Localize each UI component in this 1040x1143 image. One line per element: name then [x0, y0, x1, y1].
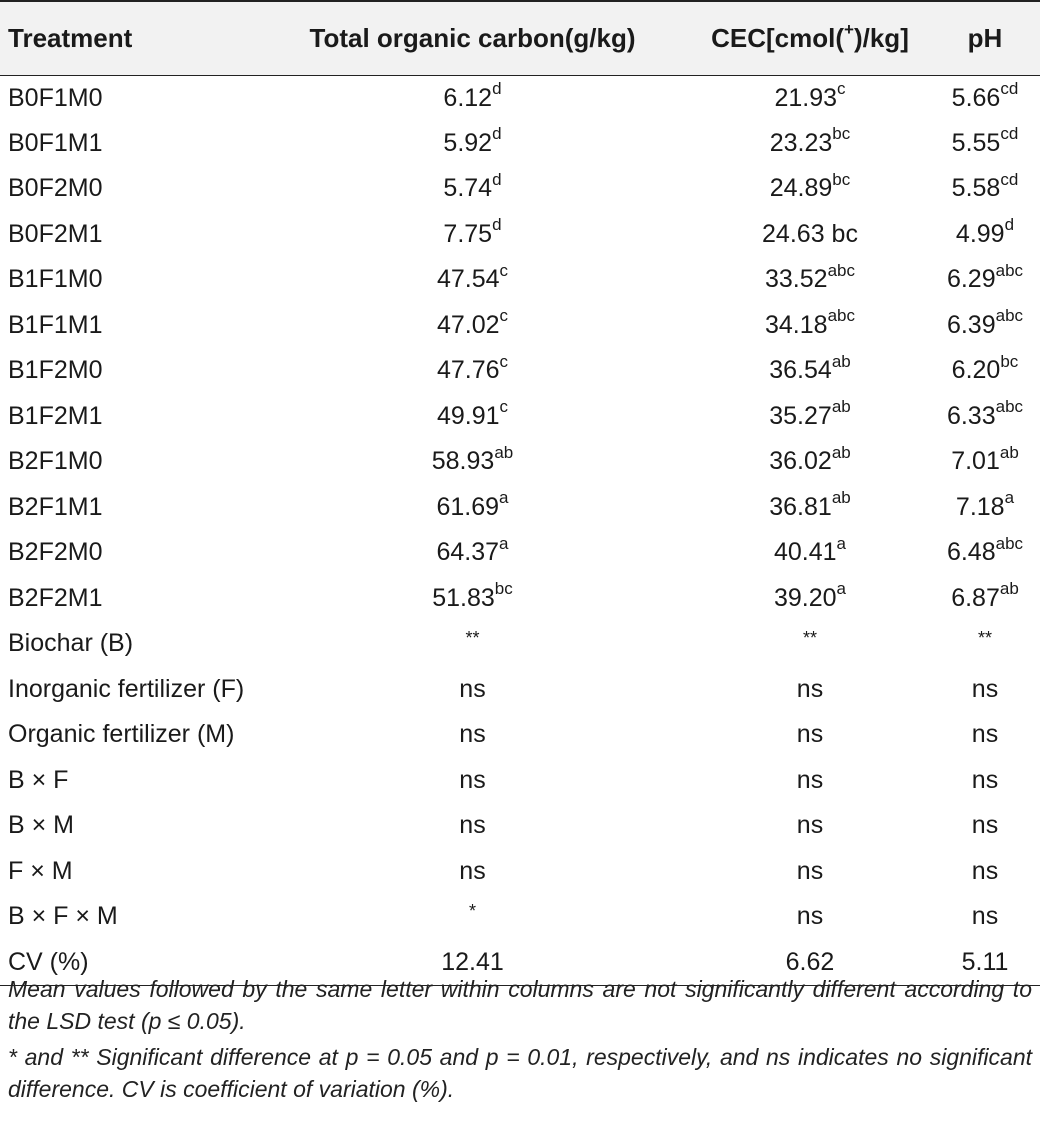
cell-treatment: B2F1M1: [8, 492, 103, 521]
cell-cec: [690, 75, 930, 121]
anova-ph-value: ns: [971, 720, 999, 749]
header-cec-sup: +: [844, 20, 854, 40]
cell-cec-value: 35.27: [769, 401, 832, 430]
cell-cv-toc: 12.41: [255, 940, 690, 986]
cell-toc: [255, 485, 690, 531]
anova-toc-value: ns: [459, 856, 486, 885]
cell-ph-value: 6.33: [946, 401, 996, 430]
cell-treatment: B1F1M0: [8, 265, 103, 294]
cell-treatment: B1F2M0: [8, 356, 103, 385]
cell-anova-cec: [690, 758, 930, 804]
anova-cec-value: ns: [796, 674, 824, 703]
cell-toc-letter: d: [492, 169, 502, 189]
cell-factor: Organic fertilizer (M): [8, 720, 235, 749]
cell-toc-letter: ab: [494, 442, 514, 462]
anova-ph-value: ns: [971, 856, 999, 885]
cell-cv-cec: 6.62: [690, 940, 930, 986]
footnote-lsd: Mean values followed by the same letter within columns are not significantly different according to the LSD test (p ≤ 0.05).: [8, 976, 1032, 1034]
cell-cec: [690, 439, 930, 485]
cell-ph-value: 4.99: [955, 219, 1005, 248]
cell-cec-value: 36.81: [769, 492, 832, 521]
anova-cec-value: ns: [796, 902, 824, 931]
cell-toc-value: 61.69: [436, 492, 500, 521]
cell-factor: Biochar (B): [8, 629, 134, 658]
cell-cec: [690, 303, 930, 349]
cell-ph: [930, 439, 1040, 485]
cell-toc-letter: c: [499, 260, 509, 280]
cell-factor: Inorganic fertilizer (F): [8, 674, 245, 703]
cell-toc-letter: d: [492, 124, 502, 144]
cell-toc-letter: a: [499, 533, 509, 553]
anova-row: [0, 803, 1040, 849]
cell-ph: [930, 576, 1040, 622]
cell-ph-letter: a: [1004, 488, 1015, 508]
cell-cec-letter: c: [837, 79, 846, 99]
table-row: [0, 257, 1040, 303]
cell-ph-letter: cd: [1000, 79, 1019, 99]
table-header-row: [0, 1, 1040, 75]
cell-ph-letter: abc: [995, 397, 1024, 417]
cell-treatment: B1F1M1: [8, 310, 103, 339]
cell-ph: [930, 348, 1040, 394]
cell-toc-value: 64.37: [436, 538, 500, 567]
header-cec-suffix: )/kg]: [853, 22, 909, 53]
cell-anova-ph: [930, 621, 1040, 667]
anova-toc-value: ns: [459, 674, 486, 703]
cell-factor: B × F × M: [8, 902, 118, 931]
anova-row: [0, 849, 1040, 895]
cell-anova-toc: [255, 803, 690, 849]
cell-ph: [930, 121, 1040, 167]
cell-toc-value: 7.75: [443, 219, 493, 248]
cell-ph: [930, 485, 1040, 531]
cell-cec-value: 40.41: [773, 538, 837, 567]
cell-cec-value: 36.02: [769, 447, 832, 476]
cell-anova-cec: [690, 712, 930, 758]
anova-toc-value: *: [468, 901, 476, 922]
cell-toc-value: 6.12: [443, 83, 493, 112]
cell-anova-cec: [690, 667, 930, 713]
cell-ph-value: 5.58: [951, 174, 1001, 203]
cell-anova-ph: [930, 803, 1040, 849]
cell-treatment: B2F2M1: [8, 583, 103, 612]
cell-toc: [255, 303, 690, 349]
anova-cec-value: ns: [796, 720, 824, 749]
table-row: [0, 394, 1040, 440]
cell-cv-ph: 5.11: [930, 940, 1040, 986]
anova-cec-value: ns: [796, 856, 824, 885]
cell-toc: [255, 439, 690, 485]
table-row: [0, 439, 1040, 485]
cell-cec-value: 36.54: [769, 356, 832, 385]
cell-toc-letter: a: [499, 488, 509, 508]
cell-ph-value: 6.39: [946, 310, 996, 339]
cell-anova-toc: [255, 667, 690, 713]
cell-toc-value: 47.76: [436, 356, 500, 385]
cell-treatment: B0F2M1: [8, 219, 103, 248]
cell-treatment: B1F2M1: [8, 401, 103, 430]
cell-ph-value: 5.66: [951, 83, 1001, 112]
anova-row: [0, 621, 1040, 667]
cell-anova-ph: [930, 667, 1040, 713]
table-body: [0, 75, 1040, 985]
cell-cec-value: 33.52: [765, 265, 828, 294]
anova-row: [0, 667, 1040, 713]
cell-ph-letter: cd: [1000, 169, 1019, 189]
cell-cec-value: 24.89: [769, 174, 833, 203]
cell-toc: [255, 75, 690, 121]
cell-toc-value: 51.83: [432, 583, 495, 612]
cell-cec-letter: a: [836, 533, 847, 553]
cell-ph: [930, 75, 1040, 121]
cell-cec-letter: ab: [831, 397, 851, 417]
cell-toc-value: 58.93: [431, 447, 495, 476]
cell-factor: B × M: [8, 811, 74, 840]
anova-row: [0, 894, 1040, 940]
cell-cec-letter: bc: [832, 124, 851, 144]
table-row: [0, 303, 1040, 349]
table-row: [0, 530, 1040, 576]
header-cec-prefix: CEC[cmol(: [711, 22, 845, 53]
cell-cec: [690, 348, 930, 394]
table-row: [0, 576, 1040, 622]
cell-toc-value: 5.92: [443, 128, 493, 157]
anova-ph-value: ns: [971, 902, 999, 931]
anova-cec-value: ns: [796, 811, 824, 840]
cell-ph: [930, 166, 1040, 212]
cell-factor: B × F: [8, 765, 69, 794]
anova-row: [0, 712, 1040, 758]
anova-toc-value: ns: [459, 811, 486, 840]
cell-cec: [690, 530, 930, 576]
table-row: [0, 212, 1040, 258]
cell-ph-letter: ab: [999, 442, 1019, 462]
cell-cec-letter: abc: [827, 260, 855, 280]
cell-toc-letter: bc: [494, 579, 513, 599]
cell-anova-cec: [690, 849, 930, 895]
cell-anova-toc: [255, 712, 690, 758]
cell-ph-letter: cd: [1000, 124, 1019, 144]
cell-toc-value: 5.74: [443, 174, 493, 203]
anova-toc-value: **: [465, 628, 480, 649]
anova-ph-value: ns: [971, 765, 999, 794]
cell-ph-value: 7.01: [951, 447, 1000, 476]
cell-anova-ph: [930, 849, 1040, 895]
cell-cec-letter: ab: [831, 488, 851, 508]
cell-ph-value: 5.55: [951, 128, 1001, 157]
header-cec: [690, 1, 930, 75]
cell-anova-toc: [255, 621, 690, 667]
cell-toc-letter: c: [499, 351, 509, 371]
header-ph: pH: [930, 1, 1040, 75]
cell-cec: [690, 121, 930, 167]
cell-anova-toc: [255, 894, 690, 940]
cell-anova-cec: [690, 803, 930, 849]
cell-toc: [255, 348, 690, 394]
cell-ph-value: 7.18: [955, 492, 1005, 521]
cell-toc: [255, 121, 690, 167]
cell-ph-letter: bc: [1000, 351, 1019, 371]
table-row: [0, 121, 1040, 167]
cell-ph: [930, 394, 1040, 440]
cell-cec: [690, 394, 930, 440]
cell-cec: [690, 212, 930, 258]
cell-toc-letter: c: [499, 306, 509, 326]
cell-treatment: B0F2M0: [8, 174, 103, 203]
cell-toc: [255, 212, 690, 258]
cell-toc: [255, 257, 690, 303]
cell-ph-letter: d: [1004, 215, 1015, 235]
cell-cec-value: 24.63 bc: [762, 219, 858, 248]
cell-cec-letter: a: [836, 579, 847, 599]
cell-toc: [255, 530, 690, 576]
cell-ph-value: 6.20: [951, 356, 1001, 385]
cell-ph: [930, 212, 1040, 258]
cell-cec: [690, 485, 930, 531]
anova-toc-value: ns: [459, 720, 486, 749]
table-footnotes: [8, 973, 1032, 1109]
cell-ph: [930, 530, 1040, 576]
header-total-organic-carbon: Total organic carbon(g/kg): [255, 1, 690, 75]
cell-ph-value: 6.87: [951, 583, 1000, 612]
cell-anova-ph: [930, 712, 1040, 758]
cell-toc-value: 49.91: [436, 401, 500, 430]
anova-ph-value: **: [977, 628, 992, 649]
anova-toc-value: ns: [459, 765, 486, 794]
cell-ph-value: 6.29: [946, 265, 996, 294]
cell-cec-letter: ab: [831, 442, 851, 462]
cell-cec-value: 21.93: [774, 83, 838, 112]
table-row: [0, 348, 1040, 394]
cell-ph-letter: abc: [995, 306, 1024, 326]
cell-toc-letter: c: [499, 397, 509, 417]
anova-cec-value: **: [802, 628, 817, 649]
cell-cec-value: 34.18: [765, 310, 828, 339]
header-treatment: Treatment: [0, 1, 255, 75]
cell-ph: [930, 257, 1040, 303]
cell-anova-toc: [255, 758, 690, 804]
cell-cv-label: CV (%): [0, 940, 255, 986]
cell-cec: [690, 257, 930, 303]
cell-cec-letter: abc: [827, 306, 855, 326]
cell-treatment: B2F2M0: [8, 538, 103, 567]
cell-toc: [255, 576, 690, 622]
anova-cec-value: ns: [796, 765, 824, 794]
table-row: [0, 166, 1040, 212]
footnote-significance: * and ** Significant difference at p = 0.05 and p = 0.01, respectively, and ns indicates no significant difference. CV is coefficient of variation (%).: [8, 1044, 1032, 1102]
cell-toc-letter: d: [492, 79, 502, 99]
cell-toc: [255, 394, 690, 440]
cell-ph-letter: abc: [995, 260, 1024, 280]
table-row: [0, 485, 1040, 531]
cell-ph: [930, 303, 1040, 349]
table-row: [0, 75, 1040, 121]
cell-anova-ph: [930, 894, 1040, 940]
cell-anova-cec: [690, 894, 930, 940]
cell-treatment: B0F1M1: [8, 128, 103, 157]
cell-anova-toc: [255, 849, 690, 895]
cell-toc: [255, 166, 690, 212]
anova-ph-value: ns: [971, 674, 999, 703]
cell-ph-letter: ab: [999, 579, 1019, 599]
cell-toc-value: 47.54: [436, 265, 500, 294]
cell-cec: [690, 166, 930, 212]
cell-ph-letter: abc: [995, 533, 1024, 553]
cell-cec-value: 39.20: [773, 583, 837, 612]
cell-anova-cec: [690, 621, 930, 667]
cell-cec-letter: ab: [831, 351, 851, 371]
anova-ph-value: ns: [971, 811, 999, 840]
cell-toc-letter: d: [492, 215, 502, 235]
cell-cec-letter: bc: [832, 169, 851, 189]
cell-toc-value: 47.02: [436, 310, 500, 339]
cell-treatment: B0F1M0: [8, 83, 103, 112]
cell-ph-value: 6.48: [946, 538, 996, 567]
anova-row: [0, 758, 1040, 804]
cell-cec-value: 23.23: [769, 128, 833, 157]
cell-anova-ph: [930, 758, 1040, 804]
cell-treatment: B2F1M0: [8, 447, 103, 476]
cell-cec: [690, 576, 930, 622]
cell-factor: F × M: [8, 856, 73, 885]
